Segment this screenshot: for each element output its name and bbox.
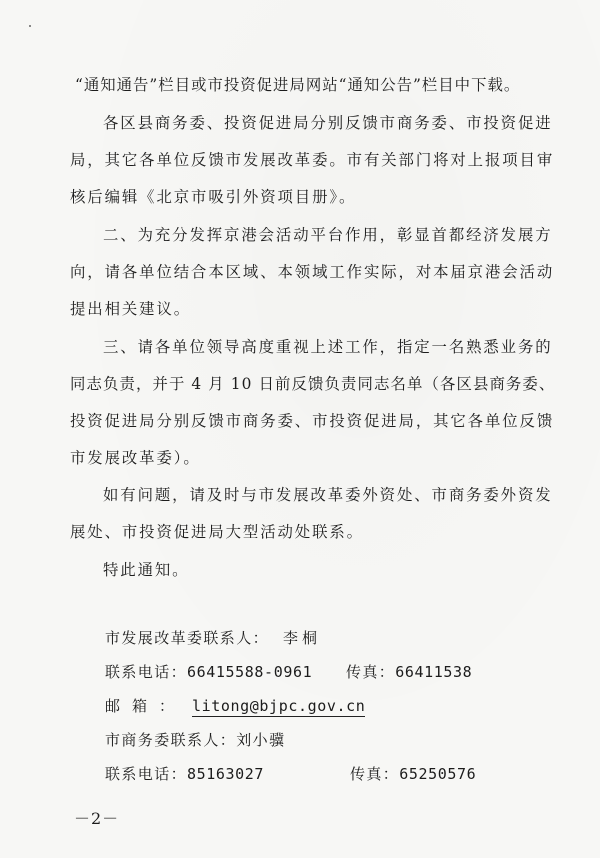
text-line: 三、请各单位领导高度重视上述工作，指定一名熟悉业务的 — [103, 338, 553, 356]
commerce-fax-row — [350, 764, 476, 784]
text-line: 提出相关建议。 — [70, 300, 192, 318]
commerce-contact-row — [105, 730, 285, 750]
text-line: 同志负责，并于 4 月 10 日前反馈负责同志名单（各区县商务委、 — [70, 375, 556, 393]
email-label: 邮箱： — [105, 697, 187, 715]
ndrc-contact-row — [105, 628, 321, 648]
text-line: “通知通告”栏目或市投资促进局网站“通知公告”栏目中下载。 — [75, 76, 521, 94]
commerce-phone-label: 联系电话： — [105, 765, 188, 783]
commerce-phone: 85163027 — [187, 765, 265, 783]
ndrc-phone-label: 联系电话： — [105, 663, 188, 681]
ndrc-fax-row — [346, 662, 472, 682]
commerce-fax-label: 传真： — [350, 765, 400, 783]
text-line: 投资促进局分别反馈市商务委、市投资促进局，其它各单位反馈 — [70, 412, 555, 430]
commerce-fax: 65250576 — [399, 765, 477, 783]
ndrc-contact-label: 市发展改革委联系人： — [105, 629, 270, 647]
commerce-phone-row — [105, 764, 264, 784]
text-line: 如有问题，请及时与市发展改革委外资处、市商务委外资发 — [103, 486, 553, 504]
text-line: 核后编辑《北京市吸引外资项目册》。 — [70, 188, 357, 206]
text-line: 二、为充分发挥京港会活动平台作用，彰显首都经济发展方 — [103, 226, 553, 244]
commerce-contact-name: 刘小骥 — [236, 731, 286, 749]
commerce-contact-label: 市商务委联系人： — [105, 731, 237, 749]
scan-speck — [29, 25, 31, 27]
text-line: 展处、市投资促进局大型活动处联系。 — [70, 523, 364, 541]
text-line: 局，其它各单位反馈市发展改革委。市有关部门将对上报项目审 — [70, 151, 555, 169]
ndrc-phone: 66415588-0961 — [187, 663, 313, 681]
text-line: 市发展改革委）。 — [70, 449, 201, 467]
text-line: 向，请各单位结合本区域、本领域工作实际，对本届京港会活动 — [70, 263, 555, 281]
text-line: 各区县商务委、投资促进局分别反馈市商务委、市投资促进 — [103, 114, 553, 132]
text-line: 特此通知。 — [103, 561, 190, 579]
page-number: －2－ — [74, 809, 120, 828]
email-row — [105, 696, 365, 716]
ndrc-fax: 66411538 — [395, 663, 473, 681]
ndrc-contact-name: 李桐 — [283, 629, 322, 647]
ndrc-phone-row — [105, 662, 312, 682]
ndrc-fax-label: 传真： — [346, 663, 396, 681]
email-link[interactable]: litong@bjpc.gov.cn — [192, 697, 366, 715]
